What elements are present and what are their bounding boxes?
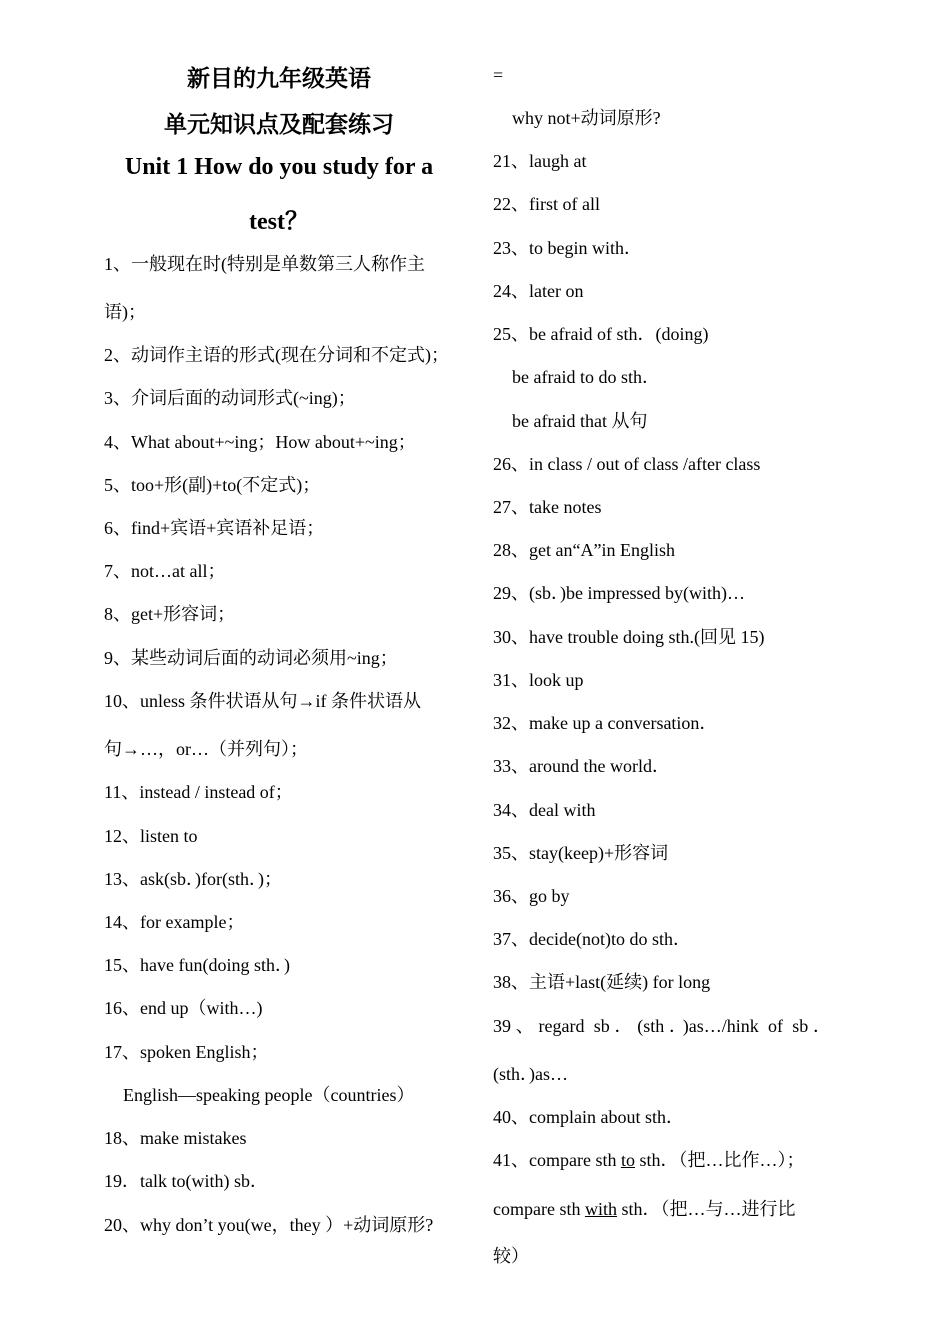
list-item: be afraid that 从句 [512, 411, 648, 431]
list-item: 25、be afraid of sth．(doing) [493, 324, 709, 344]
list-item: 32、make up a conversation． [493, 713, 718, 733]
list-item: 26、in class / out of class /after class [493, 454, 761, 474]
list-item [493, 1149, 805, 1171]
list-item: 17、spoken English； [104, 1042, 269, 1062]
list-item: 21、laugh at [493, 151, 587, 171]
list-item: 句→…，or…（并列句）； [104, 739, 308, 759]
list-item: 8、get+形容词； [104, 604, 236, 624]
list-item: 6、find+宾语+宾语补足语； [104, 518, 325, 538]
list-item: 40、complain about sth． [493, 1107, 684, 1127]
list-item: 10、unless 条件状语从句→if 条件状语从 [104, 691, 421, 711]
list-item: 27、take notes [493, 497, 602, 517]
list-item-text: sth．（把…与…进行比 [616, 1199, 796, 1219]
list-item: be afraid to do sth． [512, 367, 660, 387]
list-item-text: sth．（把…比作…）； [634, 1150, 805, 1170]
doc-title: 新目的九年级英语 [187, 66, 371, 92]
list-item: 31、look up [493, 670, 584, 690]
list-item: = [493, 65, 504, 85]
list-item: 38、主语+last(延续) for long [493, 972, 711, 992]
list-item: English—speaking people（countries） [123, 1085, 415, 1105]
list-item-text: 41、compare sth [493, 1150, 621, 1170]
list-item: 36、go by [493, 886, 570, 906]
list-item: 29、(sb．)be impressed by(with)… [493, 583, 745, 603]
list-item: 30、have trouble doing sth.(回见 15) [493, 627, 765, 647]
list-item: 1、一般现在时(特别是单数第三人称作主 [104, 254, 425, 274]
unit-heading: Unit 1 How do you study for a [124, 154, 434, 180]
list-item: 14、for example； [104, 912, 245, 932]
underlined-word: with [584, 1199, 617, 1219]
list-item: 7、not…at all； [104, 561, 226, 581]
list-item: 22、first of all [493, 194, 600, 214]
list-item: 较） [493, 1246, 529, 1266]
list-item: 18、make mistakes [104, 1128, 247, 1148]
list-item: 28、get an“A”in English [493, 540, 675, 560]
list-item: 19．talk to(with) sb． [104, 1171, 268, 1191]
list-item: 39、regard sb．(sth．)as…/hink of sb． [493, 1016, 831, 1036]
list-item: 16、end up（with…) [104, 998, 263, 1018]
doc-subtitle: 单元知识点及配套练习 [164, 112, 394, 138]
list-item [493, 1198, 845, 1220]
list-item: 12、listen to [104, 826, 198, 846]
list-item: 20、why don’t you(we，they ）+动词原形? [104, 1215, 434, 1235]
list-item: 24、later on [493, 281, 584, 301]
list-item: 23、to begin with． [493, 238, 642, 258]
list-item: 2、动词作主语的形式(现在分词和不定式)； [104, 345, 449, 365]
list-item: 15、have fun(doing sth．) [104, 955, 290, 975]
list-item: 34、deal with [493, 800, 596, 820]
unit-heading-cont: test？ [249, 209, 309, 235]
list-item: 37、decide(not)to do sth． [493, 929, 691, 949]
list-item: 11、instead / instead of； [104, 782, 293, 802]
list-item: 4、What about+~ing；How about+~ing； [104, 432, 416, 452]
list-item: 13、ask(sb．)for(sth．)； [104, 869, 282, 889]
list-item: 5、too+形(副)+to(不定式)； [104, 475, 321, 495]
list-item: why not+动词原形? [512, 108, 661, 128]
underlined-word: to [620, 1150, 635, 1170]
list-item: 35、stay(keep)+形容词 [493, 843, 669, 863]
list-item: 33、around the world． [493, 756, 670, 776]
list-item: 3、介词后面的动词形式(~ing)； [104, 388, 356, 408]
list-item-text: compare sth [493, 1199, 585, 1219]
list-item: 9、某些动词后面的动词必须用~ing； [104, 648, 398, 668]
list-item: (sth．)as… [493, 1064, 568, 1084]
list-item: 语)； [104, 302, 146, 322]
